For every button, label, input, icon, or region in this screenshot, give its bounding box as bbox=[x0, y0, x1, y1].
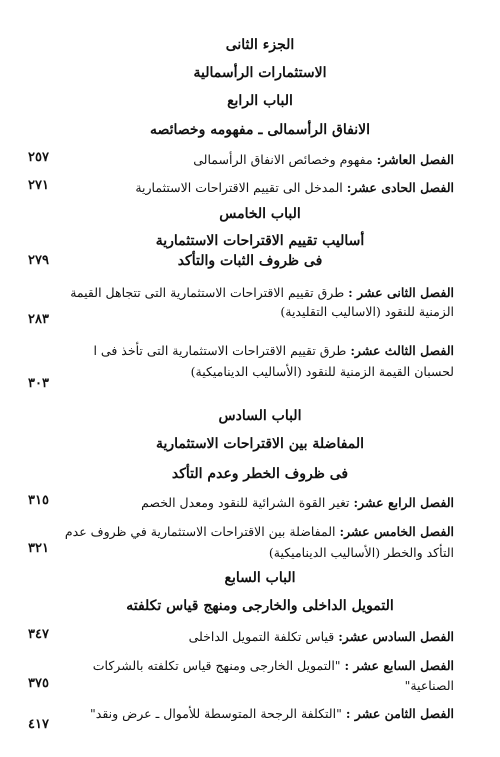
chapter-label: الفصل السادس عشر: bbox=[338, 629, 454, 644]
chapter-title: "التكلفة الرجحة المتوسطة للأموال ـ عرض ونقد" bbox=[90, 706, 342, 721]
part-heading: الجزء الثانى bbox=[225, 37, 295, 53]
chapter-title: "التمويل الخارجى ومنهج قياس تكلفته بالشركات الصناعية" bbox=[92, 658, 454, 693]
section-title-5-line2: فى ظروف الثبات والتأكد bbox=[177, 253, 323, 269]
section-title-4: الانفاق الرأسمالى ـ مفهومه وخصائصه bbox=[149, 122, 370, 138]
page-number: ٣٤٧ bbox=[28, 627, 49, 642]
chapter-title: قياس تكلفة التمويل الداخلى bbox=[188, 629, 335, 644]
page-number: ٢٥٧ bbox=[28, 150, 49, 165]
chapter-label: الفصل الثانى عشر : bbox=[348, 285, 454, 300]
chapter-label: الفصل الرابع عشر: bbox=[353, 495, 454, 510]
chapter-title: المفاضلة بين الاقتراحات الاستثمارية في ظروف عدم التأكد والخطر (الأساليب الديناميكية) bbox=[64, 524, 454, 560]
section-title-7: التمويل الداخلى والخارجى ومنهج قياس تكلفته bbox=[126, 598, 394, 614]
chapter-title: مفهوم وخصائص الانفاق الرأسمالى bbox=[193, 152, 373, 167]
page-number: ٢٨٣ bbox=[28, 312, 49, 327]
section-heading-6: الباب السادس bbox=[218, 408, 302, 424]
page-number: ٣٢١ bbox=[28, 541, 49, 556]
page-number: ٣١٥ bbox=[28, 493, 49, 508]
toc-entry-text bbox=[59, 178, 454, 197]
chapter-label: الفصل الثالث عشر: bbox=[350, 343, 454, 358]
toc-entry-text bbox=[59, 150, 454, 169]
chapter-label: الفصل العاشر: bbox=[376, 152, 454, 167]
chapter-label: الفصل الخامس عشر: bbox=[339, 524, 454, 539]
toc-entry-text bbox=[59, 656, 454, 696]
section-title-6-line2: فى ظروف الخطر وعدم التأكد bbox=[171, 466, 349, 482]
page-number: ٢٧٩ bbox=[28, 253, 49, 268]
chapter-label: الفصل الحادى عشر: bbox=[346, 180, 454, 195]
section-heading-5: الباب الخامس bbox=[219, 206, 301, 222]
page-number: ٢٧١ bbox=[28, 178, 49, 193]
chapter-title: المدخل الى تقييم الاقتراحات الاستثمارية bbox=[135, 180, 343, 195]
toc-entry-text bbox=[59, 340, 454, 382]
chapter-label: الفصل السابع عشر : bbox=[344, 658, 454, 673]
toc-entry-text bbox=[59, 704, 454, 724]
chapter-title: طرق تقييم الاقتراحات الاستثمارية التى تأخذ فى ا لحسبان القيمة الزمنية للنقود (الأساليب الديناميكية) bbox=[93, 343, 454, 379]
chapter-title: طرق تقييم الاقتراحات الاستثمارية التى تتجاهل القيمة الزمنية للنقود (الاساليب التقليدية) bbox=[70, 285, 454, 319]
page-number: ٤١٧ bbox=[28, 717, 49, 732]
chapter-title: تغير القوة الشرائية للنقود ومعدل الخصم bbox=[141, 495, 350, 510]
toc-entry-text bbox=[59, 627, 454, 646]
toc-entry-text bbox=[59, 283, 454, 321]
page-number: ٣٧٥ bbox=[28, 676, 49, 691]
section-title-5-line1: أساليب تقييم الاقتراحات الاستثمارية bbox=[155, 233, 365, 249]
chapter-label: الفصل الثامن عشر : bbox=[345, 706, 454, 721]
toc-entry-text bbox=[59, 521, 454, 563]
part-title: الاستثمارات الرأسمالية bbox=[193, 65, 327, 81]
section-title-6-line1: المفاضلة بين الاقتراحات الاستثمارية bbox=[155, 436, 365, 452]
page-number: ٣٠٣ bbox=[28, 376, 49, 391]
toc-entry-text bbox=[59, 493, 454, 512]
section-heading-7: الباب السابع bbox=[224, 570, 296, 586]
section-heading-4: الباب الرابع bbox=[227, 93, 293, 109]
